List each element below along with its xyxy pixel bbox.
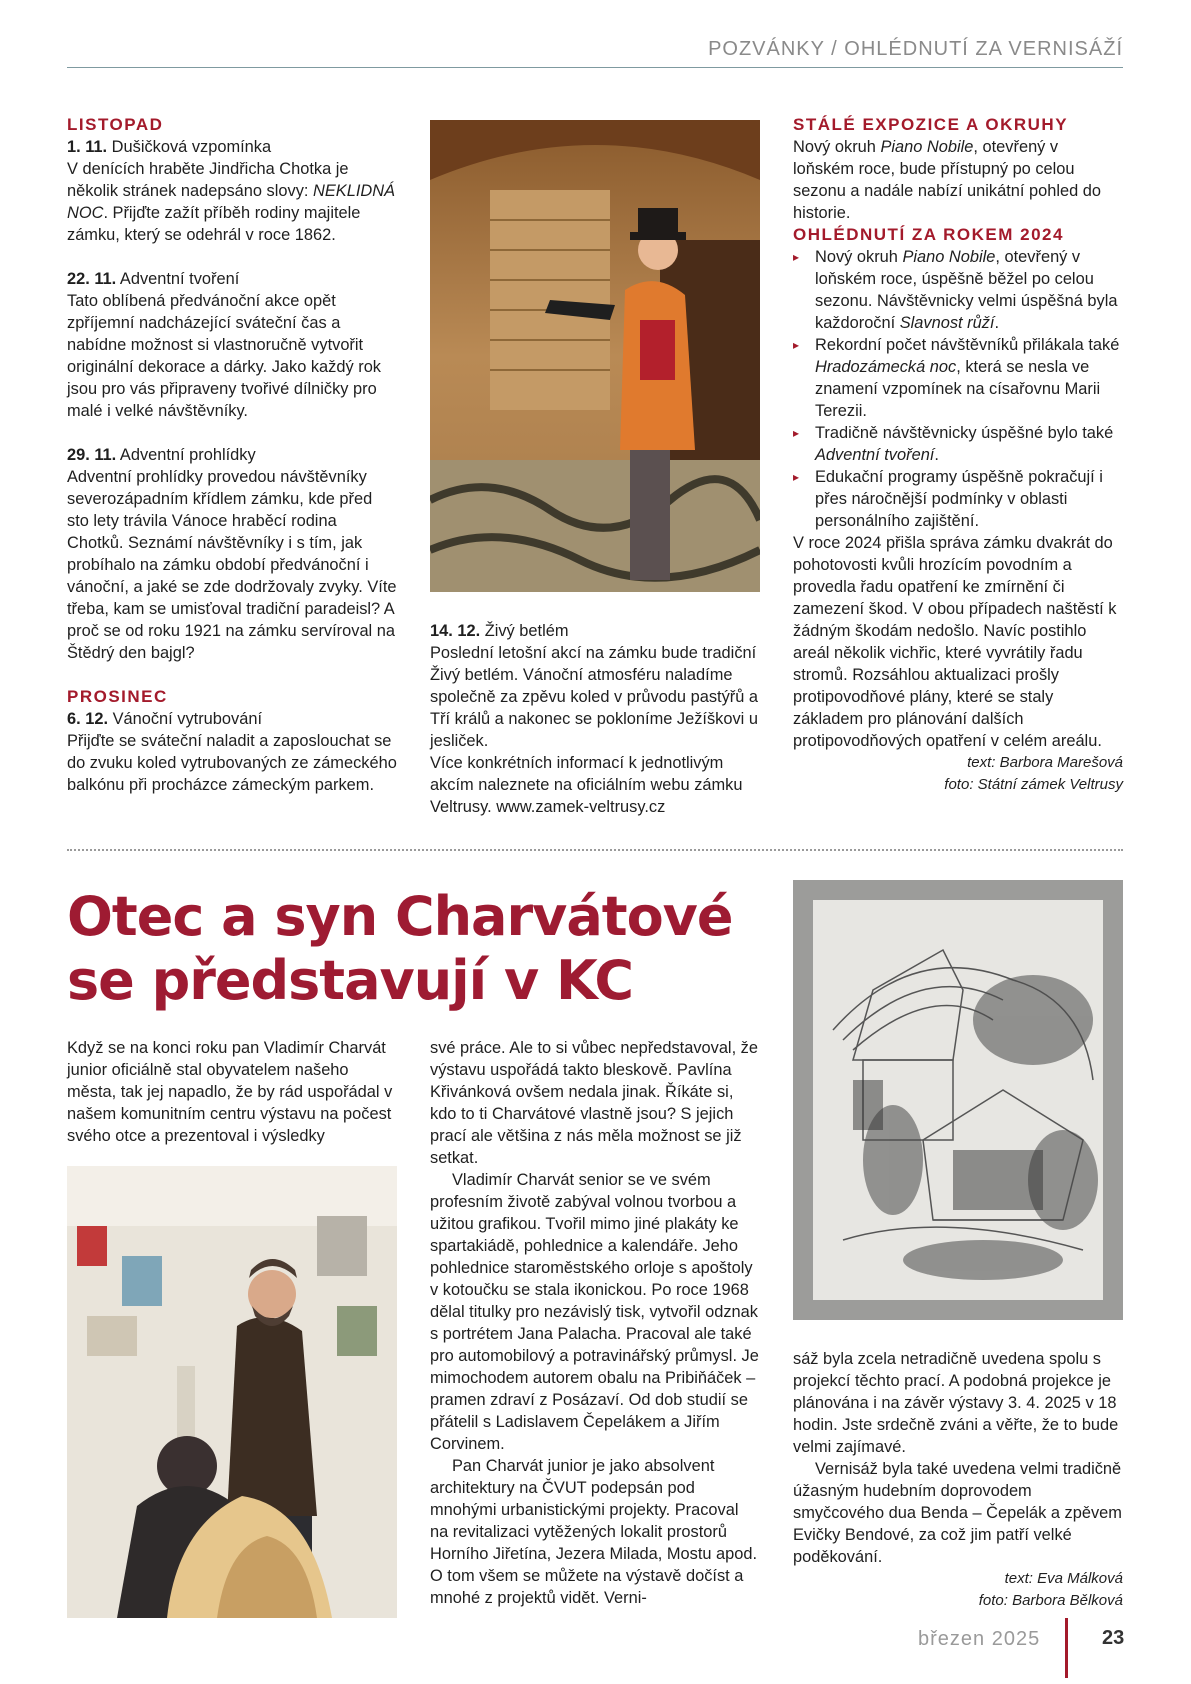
section-header: POZVÁNKY / OHLÉDNUTÍ ZA VERNISÁŽÍ [67,38,1123,68]
more-info-text: Více konkrétních informací k jednotlivým akcím naleznete na oficiálním webu zámku Veltrusy. www.zamek-veltrusy.cz [430,754,743,816]
event-date: 14. 12. [430,622,481,640]
event-name: Adventní tvoření [119,270,240,288]
section-title-stale-expozice: STÁLÉ EXPOZICE A OKRUHY [793,115,1069,134]
bullet-item: ▸ Rekordní počet návštěvníků přilákala také Hradozámecká noc, která se nesla ve znamení vzpomínek na císařovnu Marii Terezii. [793,334,1123,422]
credit-photo: foto: Státní zámek Veltrusy [944,776,1123,793]
event-date: 6. 12. [67,710,109,728]
body-text-italic: Piano Nobile [880,138,974,156]
event-text-italic: NEKLIDNÁ NOC [67,182,395,222]
photo-costumed-guide [430,120,760,592]
column-zivy-betlem [430,620,760,818]
column-expozice [793,114,1123,796]
section-title-ohlednuti: OHLÉDNUTÍ ZA ROKEM 2024 [793,225,1064,244]
bullet-list [793,246,1123,532]
event-text: . Přijďte zažít příběh rodiny majitele zámku, který se odehrál v roce 1862. [67,204,361,244]
article-paragraph: Když se na konci roku pan Vladimír Charvát junior oficiálně stal obyvatelem našeho města, tak jej napadlo, že by rád uspořádal v našem komunitním centru výstavu na počest svého otce a prezentoval i výsledky [67,1039,393,1145]
article-paragraph: sáž byla zcela netradičně uvedena spolu s projekcí těchto prací. A podobná projekce je plánována i na závěr výstavy 3. 4. 2025 v 18 hodin. Jste srdečně zváni a věřte, že to bude velmi zajímavé. [793,1350,1119,1456]
bullet-item: ▸ Tradičně návštěvnicky úspěšné bylo také Adventní tvoření. [793,422,1123,466]
event-text: V denících hraběte Jindřicha Chotka je několik stránek nadepsáno slovy: [67,160,349,200]
event-adventni-tvoreni [67,268,397,422]
section-title-prosinec: PROSINEC [67,687,168,706]
column-listopad [67,114,397,796]
event-adventni-prohlidky [67,444,397,664]
event-text: Přijďte se sváteční naladit a zaposlouchat se do zvuku koled vytrubovaných ze zámeckého balkónu při procházce zámeckým parkem. [67,732,397,794]
article-column-2 [430,1037,760,1609]
credit-photo: foto: Barbora Bělková [978,1592,1123,1609]
body-text: , otevřený v loňském roce, bude přístupný po celou sezonu a nadále nabízí unikátní pohled do historie. [793,138,1102,222]
event-dusickova [67,136,397,246]
article-paragraph: Pan Charvát junior je jako absolvent architektury na ČVUT podepsán pod mnohými urbanistickými projekty. Pracoval na revitalizaci vytěžených lokalit prostorů Horního Jiřetína, Jezera Milada, Mostu apod. O tom všem se můžete na výstavě dočíst a mnohé z projektů vidět. Verni- [430,1457,758,1607]
page-number: 23 [1102,1627,1125,1649]
event-text: Tato oblíbená předvánoční akce opět zpříjemní nadcházející sváteční čas a nabídne možnost si vlastnoručně vytvořit originální dekorace a dárky. Jako každý rok jsou pro vás připraveny tvořivé dílničky pro malé i velké návštěvníky. [67,292,382,420]
section-divider [67,849,1123,851]
article-column-1 [67,1037,397,1147]
article-paragraph: své práce. Ale to si vůbec nepředstavoval, že výstavu uspořádá takto bleskově. Pavlína Křivánková ovšem nedala jinak. Říkáte si, kdo to ti Charvátové vlastně jsou? S jejich prací ale většina z nás měla možnost se již setkat. [430,1039,758,1167]
event-text: Adventní prohlídky provedou návštěvníky severozápadním křídlem zámku, kde před sto lety trávila Vánoce hraběcí rodina Chotků. Seznámí návštěvníky i s tím, jak probíhalo na zámku období předvánoční i vánoční, a jaké se zde dodržovaly zvyky. Víte třeba, kam se umisťoval tradiční paradeisl? A proč se od roku 1921 na zámku servíroval na Štědrý den bajgl? [67,468,397,662]
article-headline: Otec a syn Charvátové se představují v KC [67,885,733,1012]
event-name: Adventní prohlídky [119,446,256,464]
article-column-3 [793,1348,1123,1612]
bullet-item: ▸ Nový okruh Piano Nobile, otevřený v loňském roce, úspěšně běžel po celou sezonu. Návštěvnicky velmi úspěšná byla každoroční Slavnost růží. [793,246,1123,334]
event-date: 29. 11. [67,446,117,464]
bullet-item: ▸ Edukační programy úspěšně pokračují i přes náročnější podmínky v oblasti personálního zajištění. [793,466,1123,532]
photo-exhibition-opening-image [67,1166,397,1618]
article-paragraph: Vernisáž byla také uvedena velmi tradičně úžasným hudebním doprovodem smyčcového dua Benda – Čepelák a zpěvem Evičky Bendové, za což jim patří velké poděkování. [793,1460,1122,1566]
footer-divider [1065,1618,1068,1678]
credit-text: text: Barbora Marešová [967,754,1123,771]
section-title-listopad: LISTOPAD [67,115,164,134]
body-text: V roce 2024 přišla správa zámku dvakrát do pohotovosti kvůli hrozícím povodním a provedla řadu opatření ke zmírnění či zamezení škod. V obou případech naštěstí k žádným škodám nedošlo. Navíc postihlo areál několik vichřic, které vyvrátily řadu stromů. Rozsáhlou aktualizaci prošly protipovodňové plány, které se staly základem pro plánování dalších protipovodňových opatření v celém areálu. [793,534,1117,750]
event-vanocni-vytrubovani [67,708,397,796]
photo-costumed-guide-image [430,120,760,592]
photo-drawing [793,880,1123,1320]
credit-text: text: Eva Málková [1004,1570,1123,1587]
body-text: Nový okruh [793,138,881,156]
event-date: 22. 11. [67,270,117,288]
article-paragraph: Vladimír Charvát senior se ve svém profesním životě zabýval volnou tvorbou a užitou grafikou. Tvořil mimo jiné plakáty ke spartakiádě, pohlednice a kalendáře. Jeho pohlednice staroměstského orloje s apoštoly v kotoučku se stala ikonickou. Po roce 1968 dělal titulky pro nezávislý tisk, vytvořil odznak s portrétem Jana Palacha. Pracoval ale také pro automobilový a potravinářský průmysl. Je mimochodem autorem obalu na Pribiňáček – pramen zdraví z Posázaví. Od dob studií se přátelil s Ladislavem Čepelákem a Jiřím Corvinem. [430,1171,759,1453]
event-name: Vánoční vytrubování [112,710,263,728]
footer-date: březen 2025 [918,1628,1041,1650]
event-text: Poslední letošní akcí na zámku bude tradiční Živý betlém. Vánoční atmosféru naladíme společně za zpěvu koled v průvodu pastýřů a Tří králů a nakonec se pokloníme Ježíškovi u jesliček. [430,644,759,750]
event-name: Dušičková vzpomínka [111,138,272,156]
photo-drawing-image [793,880,1123,1320]
event-name: Živý betlém [484,622,569,640]
event-date: 1. 11. [67,138,108,156]
photo-exhibition-opening [67,1166,397,1618]
